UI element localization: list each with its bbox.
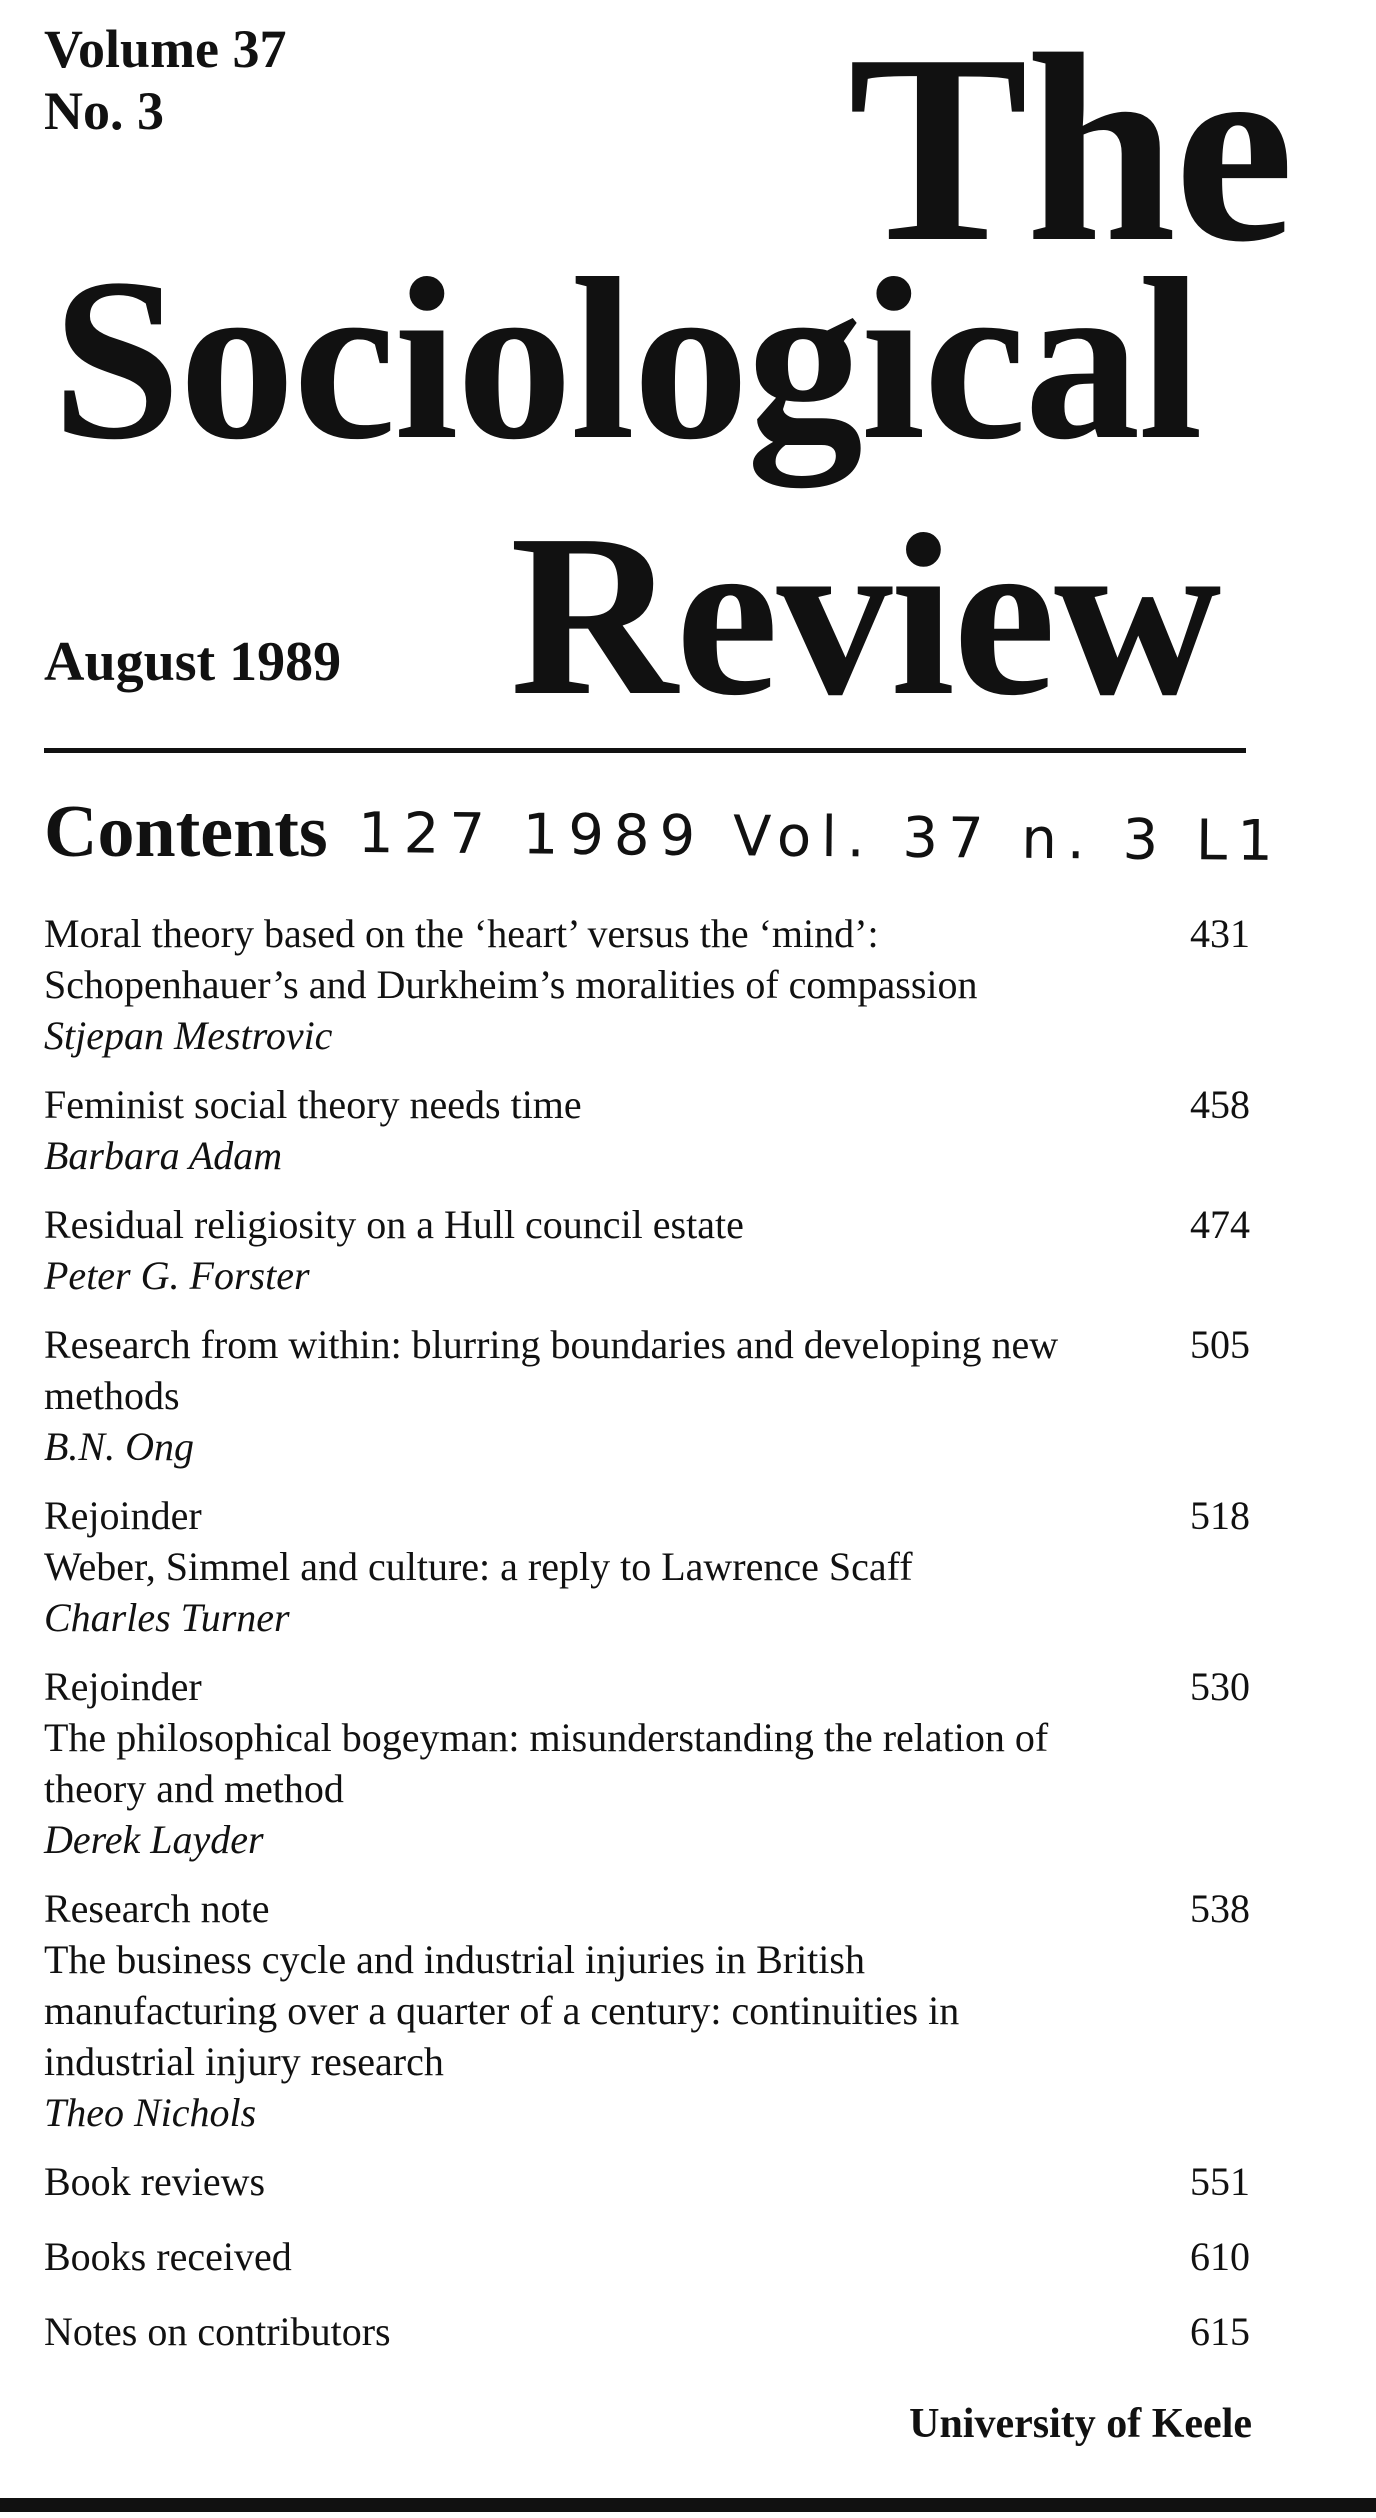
journal-title-review: Review (510, 487, 1220, 744)
contents-heading-row (44, 790, 1282, 875)
toc-entry (44, 1883, 1254, 2138)
contents-heading: Contents (44, 791, 328, 873)
entry-author: Peter G. Forster (44, 1253, 310, 1298)
toc-entry (44, 908, 1254, 1061)
section-list (44, 2156, 1254, 2357)
section-title: Books received (44, 2234, 292, 2279)
entry-author: B.N. Ong (44, 1424, 194, 1469)
entry-kicker: Rejoinder (44, 1664, 202, 1709)
entry-title: Research from within: blurring boundaries and developing new methods (44, 1322, 1059, 1418)
toc-entry (44, 1199, 1254, 1301)
entry-page-number: 538 (1190, 1886, 1250, 1931)
entry-author: Barbara Adam (44, 1133, 283, 1178)
entry-title: The business cycle and industrial injuries in British manufacturing over a quarter of a century: continuities in industrial injury research (44, 1937, 960, 2084)
section-title: Book reviews (44, 2159, 266, 2204)
toc-entry-text (44, 1661, 1104, 1865)
handwritten-catalog-note: 127 1989 Vol. 37 n. 3 L1 (357, 800, 1283, 875)
section-page-number: 610 (1190, 2234, 1250, 2279)
table-of-contents (44, 908, 1254, 2381)
volume-number (44, 18, 287, 142)
toc-entry-text (44, 908, 1104, 1061)
entry-page-number: 530 (1190, 1664, 1250, 1709)
entry-page-number: 505 (1190, 1322, 1250, 1367)
entry-author: Stjepan Mestrovic (44, 1013, 333, 1058)
entry-title: Feminist social theory needs time (44, 1082, 582, 1127)
entry-page-number: 458 (1190, 1082, 1250, 1127)
toc-section-entry (44, 2156, 1254, 2207)
toc-entry (44, 1079, 1254, 1181)
entry-title: The philosophical bogeyman: misunderstanding the relation of theory and method (44, 1715, 1049, 1811)
entry-title: Weber, Simmel and culture: a reply to Lawrence Scaff (44, 1544, 913, 1589)
toc-entry-text (44, 1199, 1104, 1301)
bottom-border (0, 2498, 1376, 2512)
section-title: Notes on contributors (44, 2309, 391, 2354)
toc-entry (44, 1490, 1254, 1643)
entry-author: Derek Layder (44, 1817, 264, 1862)
section-page-number: 551 (1190, 2159, 1250, 2204)
header-divider (44, 748, 1246, 753)
issue-label: No. 3 (44, 81, 164, 141)
toc-entry-text (44, 1079, 1104, 1181)
journal-title-sociological: Sociological (52, 231, 1201, 488)
entry-title: Residual religiosity on a Hull council estate (44, 1202, 744, 1247)
entry-author: Charles Turner (44, 1595, 290, 1640)
toc-section-entry (44, 2231, 1254, 2282)
publisher: University of Keele (909, 2401, 1252, 2447)
entry-title: Moral theory based on the ‘heart’ versus the ‘mind’: Schopenhauer’s and Durkheim’s moralities of compassion (44, 911, 978, 1007)
entry-page-number: 474 (1190, 1202, 1250, 1247)
toc-entry-text (44, 1883, 1104, 2138)
entry-page-number: 431 (1190, 911, 1250, 956)
toc-entry-text (44, 1490, 1104, 1643)
toc-entry (44, 1319, 1254, 1472)
article-list (44, 908, 1254, 2138)
toc-section-entry (44, 2306, 1254, 2357)
issue-date: August 1989 (44, 631, 342, 693)
section-page-number: 615 (1190, 2309, 1250, 2354)
entry-author: Theo Nichols (44, 2090, 257, 2135)
journal-title-the: The (848, 0, 1293, 298)
toc-entry-text (44, 1319, 1104, 1472)
volume-label: Volume 37 (44, 19, 287, 79)
entry-page-number: 518 (1190, 1493, 1250, 1538)
toc-entry (44, 1661, 1254, 1865)
entry-kicker: Research note (44, 1886, 270, 1931)
entry-kicker: Rejoinder (44, 1493, 202, 1538)
